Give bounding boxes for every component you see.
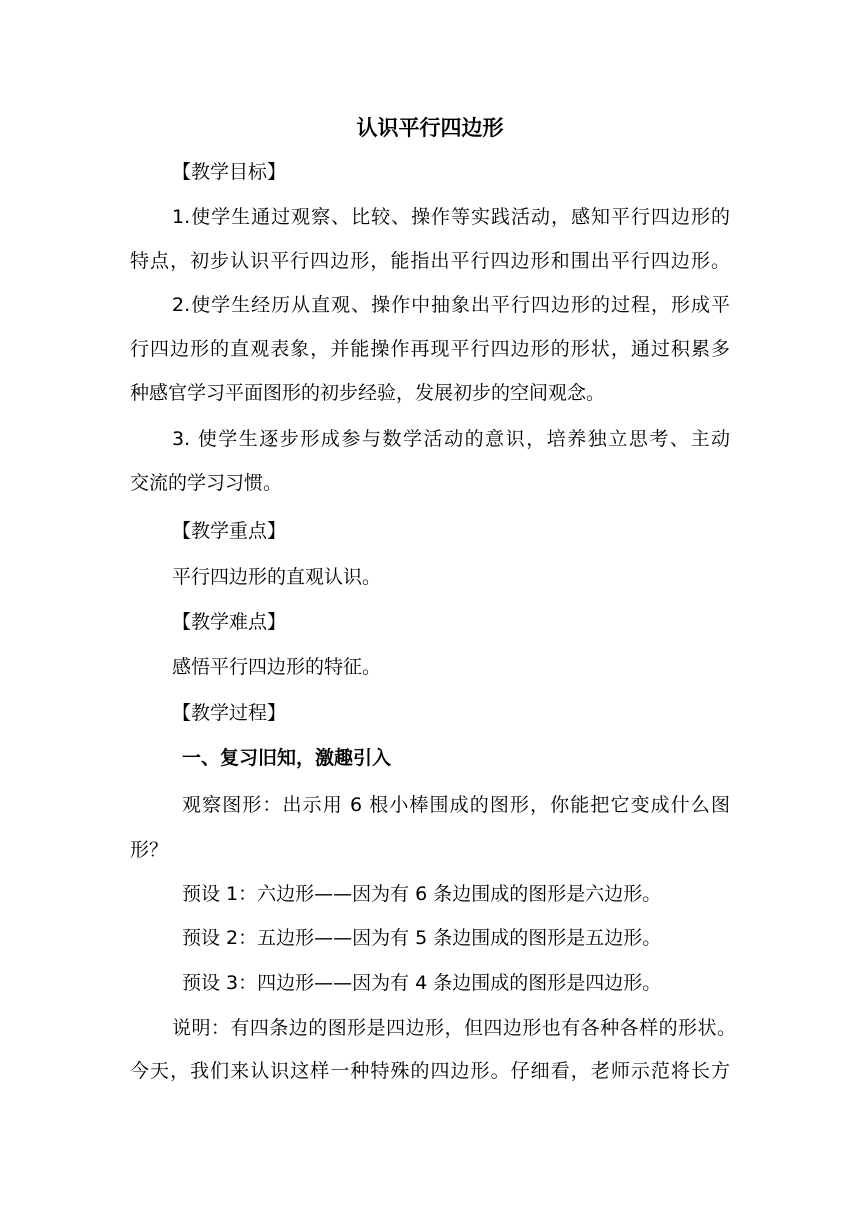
explanation-line-2: 今天，我们来认识这样一种特殊的四边形。仔细看，老师示范将长方 xyxy=(130,1060,730,1082)
section-heading-key-points: 【教学重点】 xyxy=(172,520,287,542)
preset-3: 预设 3：四边形——因为有 4 条边围成的图形是四边形。 xyxy=(182,972,662,994)
preset-1: 预设 1：六边形——因为有 6 条边围成的图形是六边形。 xyxy=(182,883,662,905)
part-1-heading: 一、复习旧知，激趣引入 xyxy=(182,747,392,769)
preset-2: 预设 2：五边形——因为有 5 条边围成的图形是五边形。 xyxy=(182,927,662,949)
objective-3-line-1: 3. 使学生逐步形成参与数学活动的意识，培养独立思考、主动 xyxy=(172,428,730,450)
objective-1-line-1: 1.使学生通过观察、比较、操作等实践活动，感知平行四边形的 xyxy=(172,206,730,228)
key-points-text: 平行四边形的直观认识。 xyxy=(172,566,382,588)
objective-1-line-2: 特点，初步认识平行四边形，能指出平行四边形和围出平行四边形。 xyxy=(130,250,730,272)
objective-2-line-3: 种感官学习平面图形的初步经验，发展初步的空间观念。 xyxy=(130,382,606,404)
observe-line-1: 观察图形：出示用 6 根小棒围成的图形，你能把它变成什么图 xyxy=(182,794,730,816)
difficulty-text: 感悟平行四边形的特征。 xyxy=(172,656,382,678)
explanation-line-1: 说明：有四条边的图形是四边形，但四边形也有各种各样的形状。 xyxy=(172,1017,736,1039)
section-heading-objectives: 【教学目标】 xyxy=(172,161,287,183)
objective-3-line-2: 交流的学习习惯。 xyxy=(130,472,283,494)
objective-2-line-2: 行四边形的直观表象，并能操作再现平行四边形的形状，通过积累多 xyxy=(130,338,730,360)
section-heading-difficulty: 【教学难点】 xyxy=(172,611,287,633)
section-heading-process: 【教学过程】 xyxy=(172,702,287,724)
observe-line-2: 形？ xyxy=(130,839,169,861)
objective-2-line-1: 2.使学生经历从直观、操作中抽象出平行四边形的过程，形成平 xyxy=(172,294,730,316)
document-title: 认识平行四边形 xyxy=(356,116,504,140)
